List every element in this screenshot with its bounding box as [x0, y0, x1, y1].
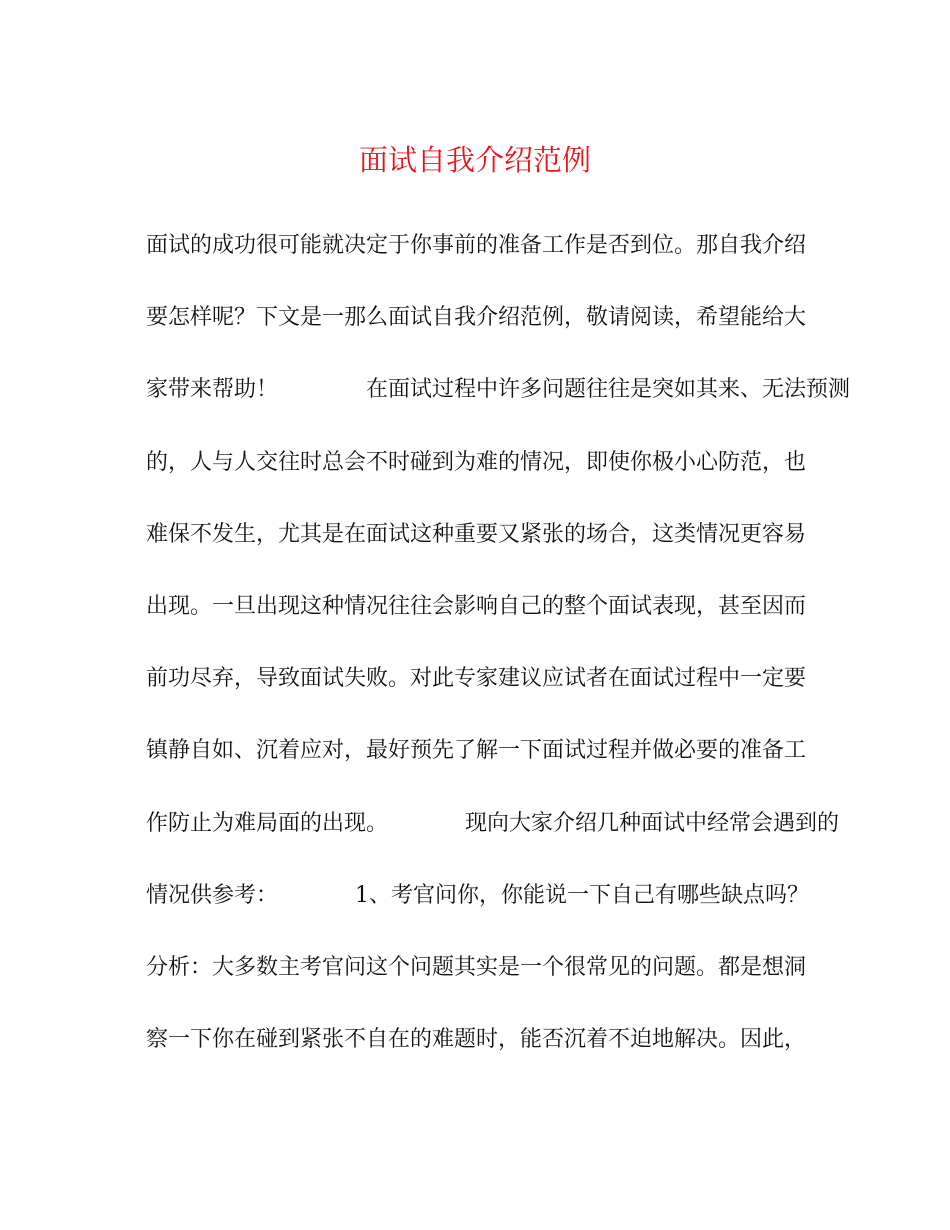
text-line: 难保不发生，尤其是在面试这种重要又紧张的场合，这类情况更容易: [146, 521, 807, 547]
text-line: 要怎样呢？下文是一那么面试自我介绍范例，敬请阅读，希望能给大: [146, 305, 807, 331]
text-line: 分析：大多数主考官问这个问题其实是一个很常见的问题。都是想洞: [146, 954, 807, 980]
text-line: 情况供参考： 1、考官问你，你能说一下自己有哪些缺点吗？: [146, 882, 809, 908]
text-line: 前功尽弃，导致面试失败。对此专家建议应试者在面试过程中一定要: [146, 666, 807, 692]
text-line: 面试的成功很可能就决定于你事前的准备工作是否到位。那自我介绍: [146, 233, 807, 258]
text-line: 的，人与人交往时总会不时碰到为难的情况，即使你极小心防范，也: [146, 449, 807, 475]
text-line: 察一下你在碰到紧张不自在的难题时，能否沉着不迫地解决。因此，: [146, 1027, 807, 1053]
document-body: [146, 224, 851, 1090]
text-line: 出现。一旦出现这种情况往往会影响自己的整个面试表现，甚至因而: [146, 593, 807, 619]
text-line: 家带来帮助！ 在面试过程中许多问题往往是突如其来、无法预测: [146, 377, 851, 403]
text-line: 镇静自如、沉着应对，最好预先了解一下面试过程并做必要的准备工: [146, 738, 807, 764]
page-title: 面试自我介绍范例: [358, 143, 591, 177]
text-line: 作防止为难局面的出现。 现向大家介绍几种面试中经常会遇到的: [146, 810, 840, 836]
